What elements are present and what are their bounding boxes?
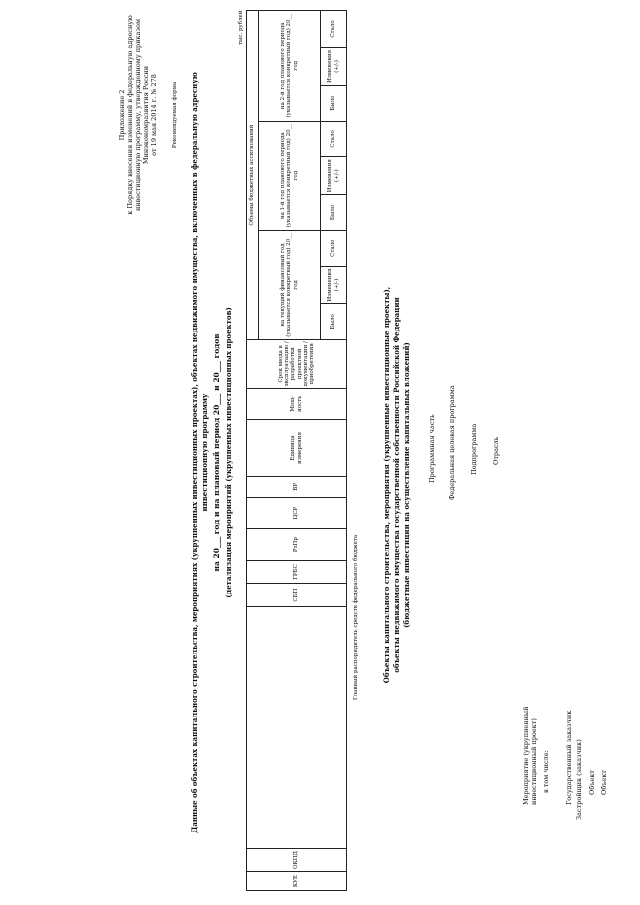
title-line-1: Данные об объектах капитального строительства, мероприятиях (укрупненных инвестиционных проектах), объектах недвижимого имущества, включенных в федеральную адресную — [190, 72, 199, 833]
row-federal-program: Федеральная целевая программа — [448, 385, 456, 500]
appendix-line-5: от 19 мая 2014 г. № 278 — [150, 74, 158, 156]
row-object-1: Объект — [588, 770, 596, 795]
row-object-2: Объект — [600, 770, 608, 795]
col-vr: ВР — [247, 476, 347, 497]
col-grbs: ГРБС — [247, 560, 347, 583]
sub-became-3: Стало — [321, 11, 347, 48]
col-kue: КУЕ — [247, 872, 347, 891]
row-event-line-3: в том числе: — [542, 750, 550, 793]
row-subprogram: Подпрограмма — [470, 423, 478, 475]
row-event-line-2: инвестиционный проект) — [530, 718, 538, 805]
title-line-2: инвестиционную программу — [200, 393, 209, 512]
col-unit: Единица измерения — [247, 420, 347, 477]
row-main-manager: Главный распорядитель средств федерального бюджета — [353, 534, 359, 700]
sub-change-2: Изменения (+/-) — [321, 157, 347, 195]
title-line-4: (детализация мероприятий (укрупненных инвестиционных проектов) — [224, 307, 233, 598]
sub-change-1: Изменения (+/-) — [321, 266, 347, 304]
row-objects-line-3: (бюджетные инвестиции на осуществление капитальных вложений) — [402, 342, 411, 628]
row-program-part: Программная часть — [428, 414, 436, 483]
period-plan-1: на 1-й год планового периода (указывается конкретный год) 20__ год — [259, 121, 321, 230]
row-objects-line-2: объекты недвижимого имущества государственной собственности Российской Федерации — [392, 297, 401, 673]
title-line-3: на 20___ год и на плановый период 20___ и 20___ годов — [212, 333, 221, 572]
appendix-line-1: Приложение 2 — [118, 89, 126, 141]
col-budget-group: Объемы бюджетных ассигнований — [247, 11, 259, 340]
period-plan-2: на 2-й год планового периода (указывается конкретный год) 20__ год — [259, 11, 321, 122]
sub-was-3: Было — [321, 85, 347, 121]
row-developer: Застройщик (заказчик) — [575, 739, 583, 820]
row-state-customer: Государственный заказчик — [565, 710, 573, 805]
appendix-line-3: инвестиционную программу, утвержденному приказом — [134, 19, 142, 212]
sub-change-3: Изменения (+/-) — [321, 47, 347, 85]
appendix-line-4: Минэкономразвития России — [142, 65, 150, 165]
col-okpd: ОКПД — [247, 848, 347, 871]
col-deadline: Срок ввода в эксплуатацию / разработки проектной документации / приобретения — [247, 340, 347, 388]
appendix-line-2: к Порядку внесения изменений в федеральную адресную — [126, 15, 134, 215]
col-name — [247, 607, 347, 849]
col-rzpr: РзПр — [247, 529, 347, 561]
period-current: на текущий финансовый год (указывается конкретный год) 20__ год — [259, 230, 321, 339]
col-sbp: СБП — [247, 584, 347, 607]
row-industry: Отрасль — [492, 436, 500, 465]
row-objects-line-1: Объекты капитального строительства, мероприятия (укрупненные инвестиционные проекты), — [382, 286, 391, 684]
sub-was-1: Было — [321, 304, 347, 340]
units-label: тыс. рублей — [238, 10, 244, 45]
row-event-line-1: Мероприятие (укрупненный — [522, 706, 530, 805]
col-capacity: Мощ-ность — [247, 388, 347, 420]
header-table — [246, 10, 347, 891]
sub-became-1: Стало — [321, 230, 347, 266]
sub-became-2: Стало — [321, 121, 347, 157]
form-note: Рекомендуемая форма — [172, 81, 178, 149]
col-csr: ЦСР — [247, 497, 347, 529]
sub-was-2: Было — [321, 195, 347, 231]
